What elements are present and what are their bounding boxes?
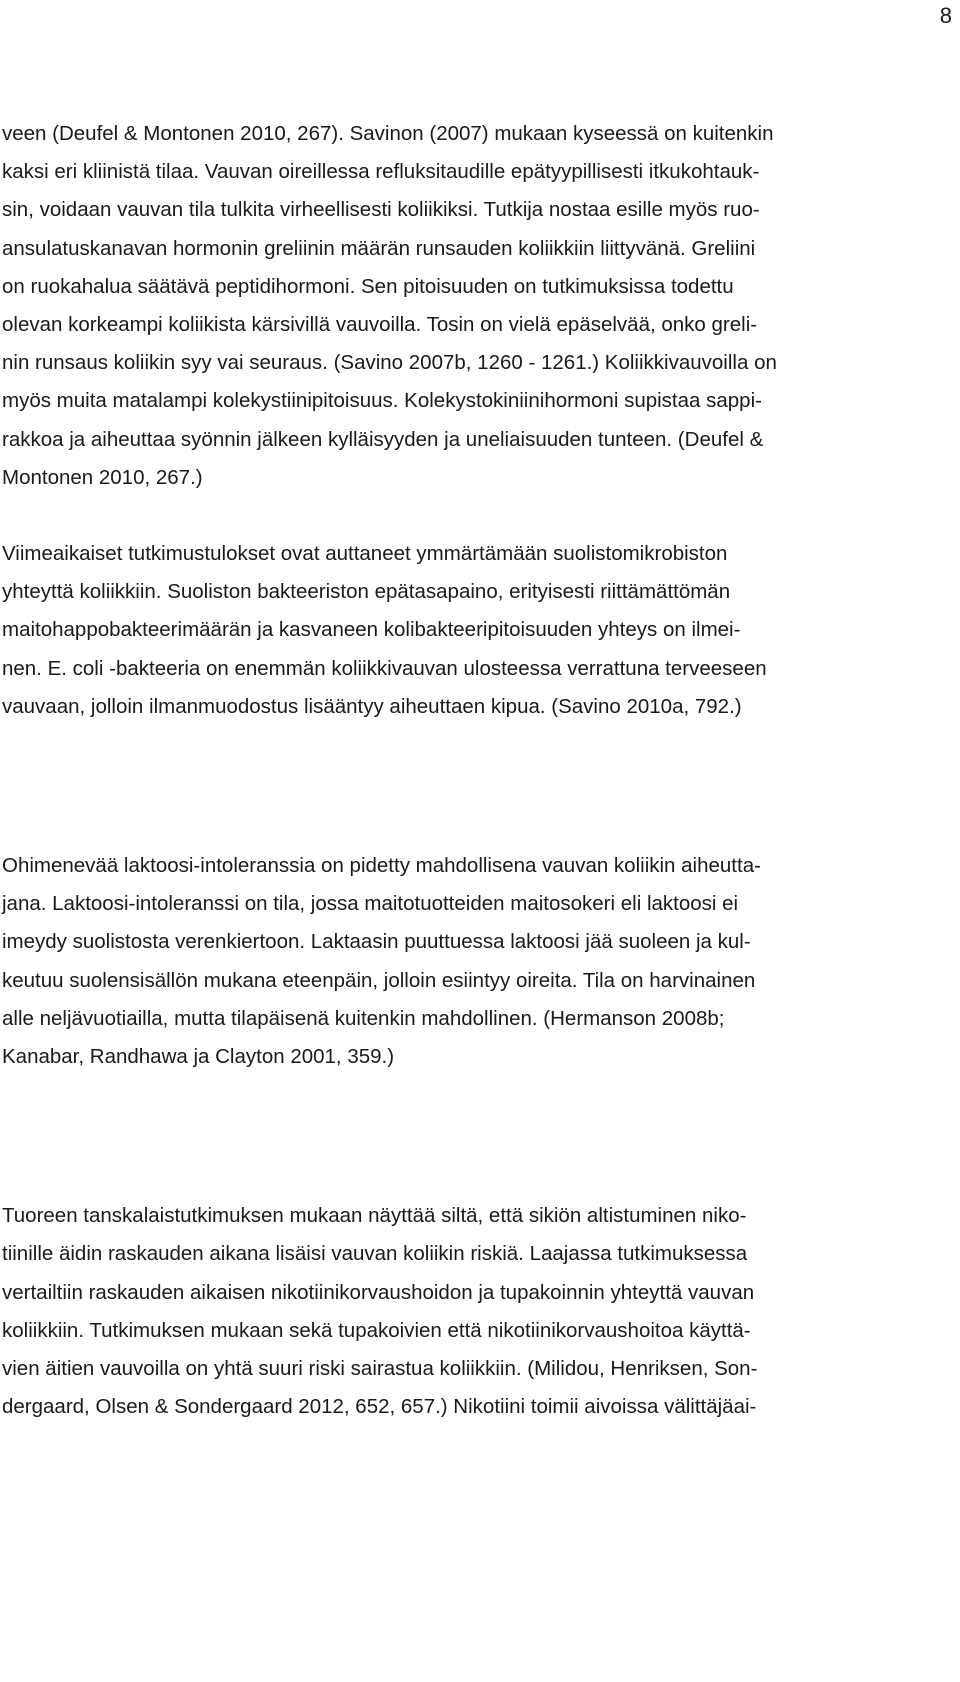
text-line: maitohappobakteerimäärän ja kasvaneen kolibakteeripitoisuuden yhteys on ilmei- (2, 618, 741, 642)
text-line: veen (Deufel & Montonen 2010, 267). Savinon (2007) mukaan kyseessä on kuitenkin (2, 122, 774, 145)
text-line: imeydy suolistosta verenkiertoon. Laktaasin puuttuessa laktoosi jää suoleen ja kul- (2, 930, 751, 954)
text-line: myös muita matalampi kolekystiinipitoisuus. Kolekystokiniinihormoni supistaa sappi- (2, 389, 762, 413)
text-line: Kanabar, Randhawa ja Clayton 2001, 359.) (2, 1045, 395, 1069)
paragraph-gut-microbiota (2, 535, 868, 726)
text-line: Tuoreen tanskalaistutkimuksen mukaan näyttää siltä, että sikiön altistuminen niko- (2, 1204, 747, 1228)
text-line: vertailtiin raskauden aikaisen nikotiinikorvaushoidon ja tupakoinnin yhteyttä vauvan (2, 1280, 755, 1304)
text-line: vien äitien vauvoilla on yhtä suuri riski sairastua koliikkiin. (Milidou, Henriksen, Son- (2, 1357, 758, 1381)
text-line: sin, voidaan vauvan tila tulkita virheellisesti koliikiksi. Tutkija nostaa esille myös ruo- (2, 198, 760, 222)
text-line: koliikkiin. Tutkimuksen mukaan sekä tupakoivien että nikotiinikorvaushoitoa käyttä- (2, 1318, 751, 1342)
text-line: olevan korkeampi koliikista kärsivillä vauvoilla. Tosin on vielä epäselvää, onko greli- (2, 313, 758, 337)
page-body (2, 115, 868, 1426)
text-line: jana. Laktoosi-intoleranssi on tila, jossa maitotuotteiden maitosokeri eli laktoosi ei (2, 892, 739, 916)
text-line: dergaard, Olsen & Sondergaard 2012, 652, 657.) Nikotiini toimii aivoissa välittäjäai- (2, 1395, 757, 1419)
text-line: tiinille äidin raskauden aikana lisäisi vauvan koliikin riskiä. Laajassa tutkimuksessa (2, 1242, 748, 1266)
text-line: nin runsaus koliikin syy vai seuraus. (Savino 2007b, 1260 - 1261.) Koliikkivauvoilla on (2, 351, 777, 375)
text-line: alle neljävuotiailla, mutta tilapäisenä kuitenkin mahdollinen. (Hermanson 2008b; (2, 1006, 725, 1030)
text-line: rakkoa ja aiheuttaa syönnin jälkeen kylläisyyden ja uneliaisuuden tunteen. (Deufel & (2, 427, 764, 451)
paragraph-reflux-ghrelin (2, 115, 868, 497)
text-line: yhteyttä koliikkiin. Suoliston bakteeriston epätasapaino, erityisesti riittämättömän (2, 580, 731, 604)
text-line: keutuu suolensisällön mukana eteenpäin, jolloin esiintyy oireita. Tila on harvinainen (2, 968, 756, 992)
text-line: ansulatuskanavan hormonin greliinin määrän runsauden koliikkiin liittyvänä. Greliini (2, 236, 756, 260)
text-line: kaksi eri kliinistä tilaa. Vauvan oireillessa refluksitaudille epätyypillisesti itkukohtauk- (2, 160, 760, 184)
text-line: Viimeaikaiset tutkimustulokset ovat auttaneet ymmärtämään suolistomikrobiston (2, 542, 728, 566)
text-line: nen. E. coli -bakteeria on enemmän koliikkivauvan ulosteessa verrattuna terveeseen (2, 656, 767, 680)
text-line: on ruokahalua säätävä peptidihormoni. Sen pitoisuuden on tutkimuksissa todettu (2, 274, 734, 298)
text-line: Montonen 2010, 267.) (2, 465, 203, 489)
paragraph-nicotine-exposure (2, 1197, 868, 1426)
text-line: vauvaan, jolloin ilmanmuodostus lisääntyy aiheuttaen kipua. (Savino 2010a, 792.) (2, 694, 742, 718)
text-line: Ohimenevää laktoosi-intoleranssia on pidetty mahdollisena vauvan koliikin aiheutta- (2, 854, 761, 878)
paragraph-lactose-intolerance (2, 847, 868, 1076)
page-number: 8 (939, 3, 952, 28)
